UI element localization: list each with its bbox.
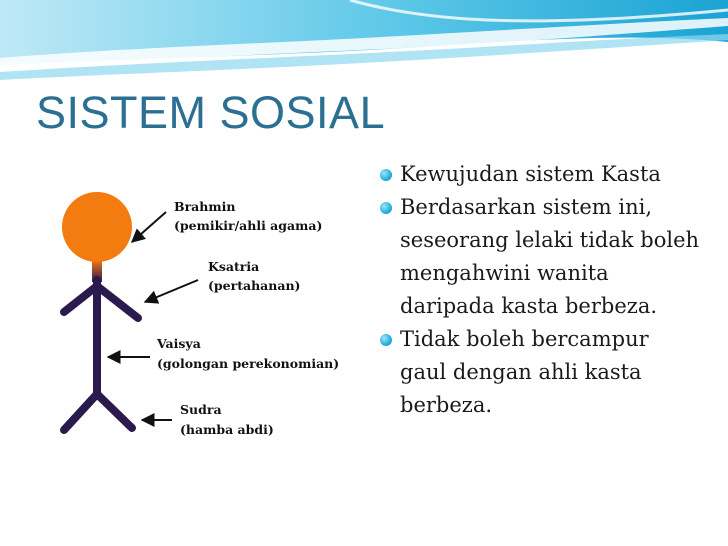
bullet-item [380, 191, 700, 323]
figure-left-arm [64, 286, 97, 312]
caste-stick-figure-diagram [0, 160, 360, 460]
caste-label-sudra: Sudra [180, 402, 222, 417]
bullet-item [380, 323, 700, 422]
caste-role-sudra: (hamba abdi) [180, 422, 274, 437]
arrow-ksatria [145, 280, 198, 302]
figure-right-leg [97, 394, 132, 428]
bullet-text: Tidak boleh bercampur gaul dengan ahli kasta berbeza. [400, 327, 649, 417]
bullet-text: Kewujudan sistem Kasta [400, 162, 661, 186]
figure-left-leg [64, 394, 97, 430]
figure-head [62, 192, 132, 262]
caste-role-ksatria: (pertahanan) [208, 278, 301, 293]
bullet-item [380, 158, 700, 191]
caste-label-ksatria: Ksatria [208, 259, 260, 274]
bullet-dot-icon [380, 202, 392, 214]
bullet-list [380, 158, 700, 422]
bullet-dot-icon [380, 169, 392, 181]
header-wave [0, 0, 728, 82]
stick-figure [62, 192, 138, 430]
bullet-text: Berdasarkan sistem ini, seseorang lelaki tidak boleh mengahwini wanita daripada kasta berbeza. [400, 195, 700, 318]
caste-label-brahmin: Brahmin [174, 199, 236, 214]
caste-role-brahmin: (pemikir/ahli agama) [174, 218, 323, 233]
slide-title: SISTEM SOSIAL [36, 87, 386, 138]
caste-role-vaisya: (golongan perekonomian) [157, 356, 340, 371]
bullet-dot-icon [380, 334, 392, 346]
figure-right-arm [97, 286, 138, 318]
arrow-brahmin [132, 212, 166, 242]
caste-label-vaisya: Vaisya [157, 336, 201, 351]
